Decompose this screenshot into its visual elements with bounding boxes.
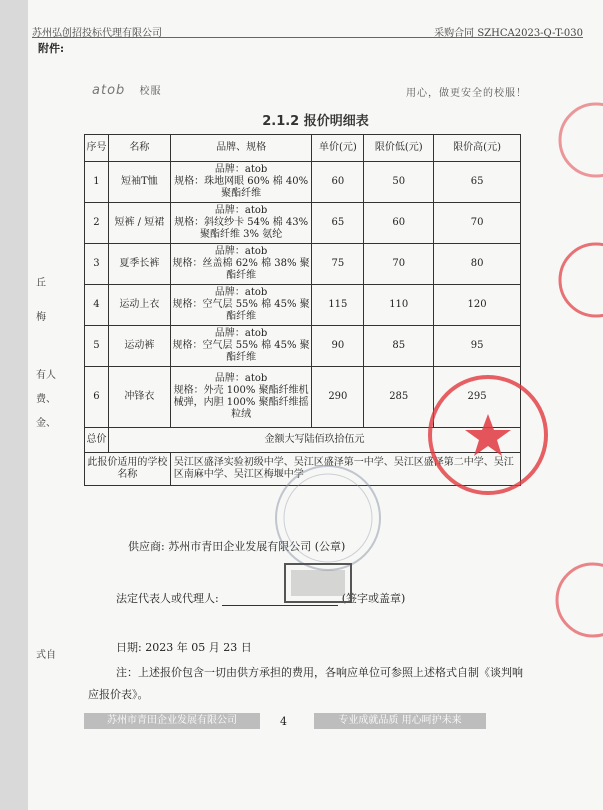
- margin-fragment: 梅: [36, 312, 46, 323]
- cell-name: 夏季长裤: [108, 244, 170, 285]
- spec-text: 规格：空气层 55% 棉 45% 聚酯纤维: [172, 299, 310, 322]
- cell-high: 120: [434, 285, 521, 326]
- quote-table: [84, 134, 521, 486]
- header-company: 苏州弘创招投标代理有限公司: [32, 28, 162, 39]
- header-contract-no: 采购合同 SZHCA2023-Q-T-030: [434, 28, 583, 39]
- spec-brand: 品牌：atob: [214, 373, 268, 384]
- representative-line: [116, 590, 405, 606]
- spec-text: 规格：丝盖棉 62% 棉 38% 聚酯纤维: [172, 258, 310, 281]
- table-row: [85, 162, 521, 203]
- footer-company: 苏州市青田企业发展有限公司: [84, 713, 260, 729]
- cell-price: 65: [312, 203, 364, 244]
- supplier-label: 供应商:: [128, 540, 165, 553]
- spec-brand: 品牌：atob: [214, 246, 268, 257]
- supplier-suffix: (公章): [314, 540, 346, 553]
- margin-fragment: 金、: [36, 418, 56, 429]
- supplier-line: [128, 538, 345, 554]
- spec-text: 规格：外壳 100% 聚酯纤维机械弹，内胆 100% 聚酯纤维摇粒绒: [173, 385, 309, 420]
- total-label: 总价: [85, 428, 109, 453]
- brand-block: [92, 82, 161, 98]
- table-row: [85, 367, 521, 428]
- supplier-name: 苏州市青田企业发展有限公司: [168, 540, 312, 553]
- cell-low: 70: [364, 244, 434, 285]
- cell-no: 3: [85, 244, 109, 285]
- date-label: 日期:: [116, 641, 142, 654]
- cell-spec: [170, 285, 312, 326]
- atob-logo: atob: [92, 83, 126, 98]
- signature-line: [222, 593, 338, 606]
- col-header: 限价高(元): [434, 135, 521, 162]
- cell-name: 运动上衣: [108, 285, 170, 326]
- schools-label: 此报价适用的学校名称: [85, 453, 171, 486]
- margin-fragment: 费、: [36, 394, 56, 405]
- cell-name: 短裤 / 短裙: [108, 203, 170, 244]
- total-row: [85, 428, 521, 453]
- table-title: 2.1.2 报价明细表: [262, 114, 369, 129]
- rep-suffix: (签字或盖章): [341, 592, 406, 605]
- cell-price: 60: [312, 162, 364, 203]
- cell-name: 运动裤: [108, 326, 170, 367]
- cell-high: 295: [434, 367, 521, 428]
- spec-brand: 品牌：atob: [214, 328, 268, 339]
- spec-text: 规格：斜纹纱卡 54% 棉 43% 聚酯纤维 3% 氨纶: [174, 217, 309, 240]
- cell-low: 110: [364, 285, 434, 326]
- cell-spec: [170, 244, 312, 285]
- cell-name: 冲锋衣: [108, 367, 170, 428]
- cell-price: 90: [312, 326, 364, 367]
- total-value: 金额大写陆佰玖拾伍元: [108, 428, 520, 453]
- table-row: [85, 203, 521, 244]
- cell-spec: [170, 367, 312, 428]
- cell-no: 1: [85, 162, 109, 203]
- cell-spec: [170, 326, 312, 367]
- table-header-row: [85, 135, 521, 162]
- cell-high: 70: [434, 203, 521, 244]
- cell-high: 80: [434, 244, 521, 285]
- cell-low: 50: [364, 162, 434, 203]
- table-row: [85, 326, 521, 367]
- col-header: 名称: [108, 135, 170, 162]
- cell-no: 5: [85, 326, 109, 367]
- schools-value: 吴江区盛泽实验初级中学、吴江区盛泽第一中学、吴江区盛泽第二中学、吴江区南麻中学、吴江区梅堰中学: [170, 453, 520, 486]
- attachment-label: 附件:: [38, 42, 65, 55]
- date-value: 2023 年 05 月 23 日: [145, 641, 252, 654]
- cell-low: 285: [364, 367, 434, 428]
- cell-price: 115: [312, 285, 364, 326]
- margin-fragment: 有人: [36, 370, 56, 381]
- brand-text: 校服: [139, 86, 162, 97]
- cell-price: 75: [312, 244, 364, 285]
- footer-slogan: 专业成就品质 用心呵护未来: [314, 713, 486, 729]
- cell-low: 60: [364, 203, 434, 244]
- cell-no: 2: [85, 203, 109, 244]
- cell-low: 85: [364, 326, 434, 367]
- spec-text: 规格：珠地网眼 60% 棉 40% 聚酯纤维: [174, 176, 309, 199]
- spec-text: 规格：空气层 55% 棉 45% 聚酯纤维: [172, 340, 310, 363]
- edge-seal-icon: [538, 240, 603, 320]
- col-header: 品牌、规格: [170, 135, 312, 162]
- cell-no: 4: [85, 285, 109, 326]
- col-header: 序号: [85, 135, 109, 162]
- cell-spec: [170, 162, 312, 203]
- schools-row: [85, 453, 521, 486]
- page-header: [32, 24, 583, 38]
- cell-spec: [170, 203, 312, 244]
- page-number: 4: [280, 715, 287, 728]
- document-page: [28, 0, 603, 810]
- date-line: [116, 639, 252, 655]
- cell-name: 短袖T恤: [108, 162, 170, 203]
- edge-seal-icon: [533, 560, 603, 640]
- margin-fragment: 式自: [36, 650, 56, 661]
- spec-brand: 品牌：atob: [214, 205, 268, 216]
- col-header: 单价(元): [312, 135, 364, 162]
- note-paragraph: 注：上述报价包含一切由供方承担的费用，各响应单位可参照上述格式自制《谈判响应报价表》。: [88, 666, 523, 701]
- col-header: 限价低(元): [364, 135, 434, 162]
- brand-slogan: 用心，做更安全的校服！: [406, 88, 527, 99]
- table-row: [85, 244, 521, 285]
- cell-high: 95: [434, 326, 521, 367]
- cell-no: 6: [85, 367, 109, 428]
- spec-brand: 品牌：atob: [214, 287, 268, 298]
- rep-label: 法定代表人或代理人:: [116, 592, 219, 605]
- spec-brand: 品牌：atob: [214, 164, 268, 175]
- cell-high: 65: [434, 162, 521, 203]
- margin-fragment: 丘: [36, 278, 46, 289]
- cell-price: 290: [312, 367, 364, 428]
- table-row: [85, 285, 521, 326]
